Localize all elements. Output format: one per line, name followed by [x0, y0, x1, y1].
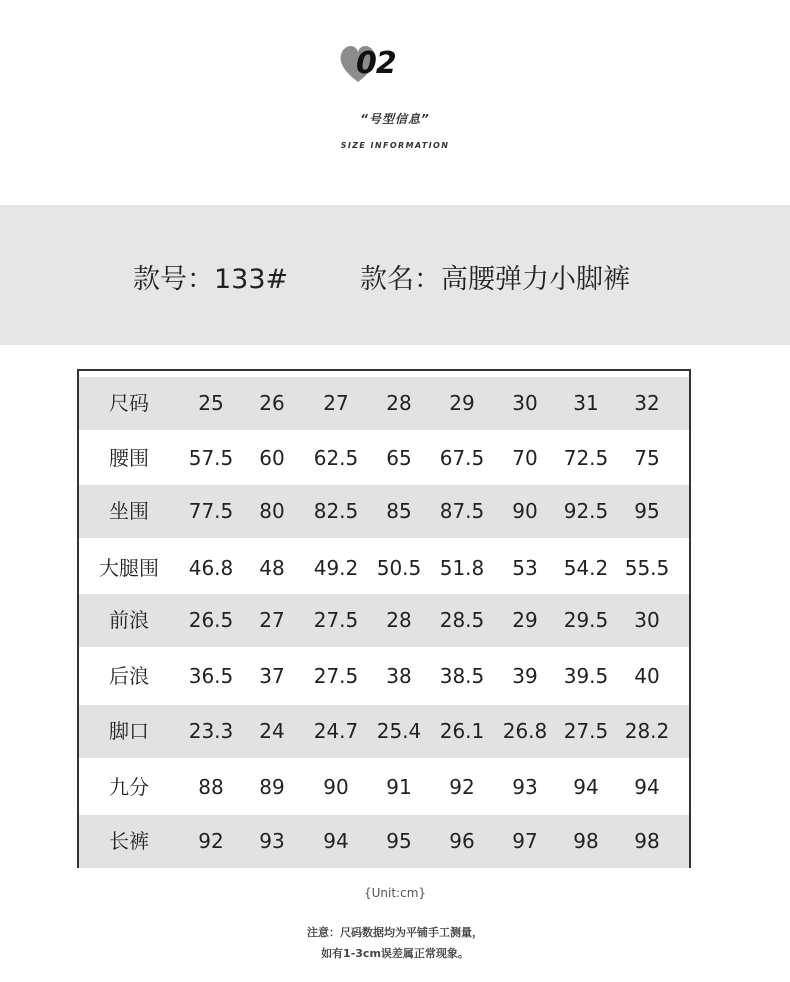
table-cell: 90 [323, 775, 349, 799]
table-row [79, 377, 689, 430]
table-cell: 67.5 [439, 446, 485, 470]
table-cell: 38.5 [439, 664, 485, 688]
table-cell: 26.5 [188, 608, 234, 632]
table-cell: 65 [386, 446, 412, 470]
table-cell: 29 [512, 608, 538, 632]
table-cell: 80 [259, 499, 285, 523]
table-cell: 77.5 [188, 499, 234, 523]
table-cell: 57.5 [188, 446, 234, 470]
table-cell: 54.2 [563, 556, 609, 580]
table-cell: 28 [386, 391, 412, 415]
table-cell: 38 [386, 664, 412, 688]
table-cell: 49.2 [313, 556, 359, 580]
section-title-cn: “号型信息” [360, 112, 430, 126]
table-cell: 27 [259, 608, 285, 632]
measurement-note-line2: 如有1-3cm误差属正常现象。 [321, 947, 469, 960]
table-cell: 82.5 [313, 499, 359, 523]
table-cell: 90 [512, 499, 538, 523]
table-cell: 70 [512, 446, 538, 470]
table-cell: 27 [323, 391, 349, 415]
table-cell: 87.5 [439, 499, 485, 523]
table-cell: 92 [198, 829, 224, 853]
table-row [79, 594, 689, 647]
table-cell: 92.5 [563, 499, 609, 523]
table-cell: 94 [634, 775, 660, 799]
table-cell: 30 [512, 391, 538, 415]
table-cell: 95 [386, 829, 412, 853]
table-cell: 40 [634, 664, 660, 688]
row-label: 九分 [109, 775, 149, 799]
table-cell: 91 [386, 775, 412, 799]
table-cell: 94 [323, 829, 349, 853]
table-cell: 39.5 [563, 664, 609, 688]
table-cell: 72.5 [563, 446, 609, 470]
table-row [79, 542, 689, 595]
table-cell: 28 [386, 608, 412, 632]
table-row [79, 761, 689, 814]
table-cell: 92 [449, 775, 475, 799]
size-table [77, 369, 691, 868]
table-cell: 32 [634, 391, 660, 415]
table-row [79, 485, 689, 538]
table-cell: 37 [259, 664, 285, 688]
table-cell: 28.5 [439, 608, 485, 632]
table-row [79, 815, 689, 868]
table-cell: 29.5 [563, 608, 609, 632]
table-cell: 30 [634, 608, 660, 632]
model-number: 款号：133# [133, 264, 289, 295]
table-cell: 62.5 [313, 446, 359, 470]
row-label: 大腿围 [99, 556, 159, 580]
table-cell: 25 [198, 391, 224, 415]
table-row [79, 705, 689, 758]
table-cell: 48 [259, 556, 285, 580]
logo-number: 02 [356, 46, 396, 81]
table-cell: 75 [634, 446, 660, 470]
product-banner [0, 205, 790, 345]
table-cell: 60 [259, 446, 285, 470]
table-cell: 94 [573, 775, 599, 799]
table-cell: 53 [512, 556, 538, 580]
table-cell: 96 [449, 829, 475, 853]
row-label: 前浪 [109, 608, 149, 632]
table-row [79, 432, 689, 485]
table-cell: 98 [634, 829, 660, 853]
model-name: 款名：高腰弹力小脚裤 [360, 264, 630, 295]
table-cell: 98 [573, 829, 599, 853]
measurement-note-line1: 注意：尺码数据均为平铺手工测量， [307, 926, 483, 939]
table-cell: 95 [634, 499, 660, 523]
table-cell: 93 [259, 829, 285, 853]
table-row [79, 650, 689, 703]
row-label: 腰围 [109, 446, 149, 470]
table-cell: 27.5 [313, 664, 359, 688]
table-cell: 23.3 [188, 719, 234, 743]
section-title-en: SIZE INFORMATION [340, 141, 450, 150]
unit-label: {Unit:cm} [363, 886, 427, 900]
table-cell: 46.8 [188, 556, 234, 580]
row-label: 坐围 [109, 499, 149, 523]
table-cell: 89 [259, 775, 285, 799]
table-cell: 25.4 [376, 719, 422, 743]
table-cell: 88 [198, 775, 224, 799]
table-cell: 29 [449, 391, 475, 415]
table-cell: 26.1 [439, 719, 485, 743]
table-cell: 26 [259, 391, 285, 415]
logo [338, 42, 418, 86]
table-cell: 28.2 [624, 719, 670, 743]
table-cell: 51.8 [439, 556, 485, 580]
table-cell: 55.5 [624, 556, 670, 580]
table-cell: 93 [512, 775, 538, 799]
table-cell: 24 [259, 719, 285, 743]
table-cell: 26.8 [502, 719, 548, 743]
row-label: 长裤 [109, 829, 149, 853]
table-cell: 97 [512, 829, 538, 853]
table-cell: 27.5 [563, 719, 609, 743]
table-cell: 85 [386, 499, 412, 523]
table-cell: 50.5 [376, 556, 422, 580]
row-label: 脚口 [109, 719, 149, 743]
table-cell: 31 [573, 391, 599, 415]
table-cell: 39 [512, 664, 538, 688]
table-cell: 24.7 [313, 719, 359, 743]
row-label: 尺码 [109, 391, 149, 415]
table-cell: 27.5 [313, 608, 359, 632]
row-label: 后浪 [109, 664, 149, 688]
table-cell: 36.5 [188, 664, 234, 688]
